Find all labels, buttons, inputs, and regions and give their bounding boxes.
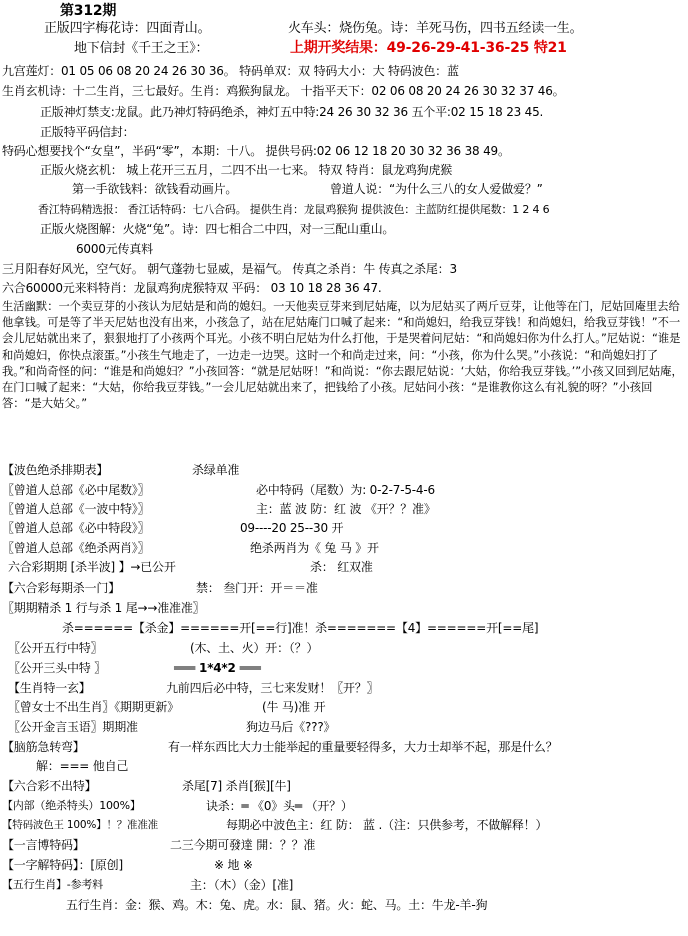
must-tail-label: 〖曾道人总部《必中尾数》〗 [2,483,150,497]
kill-gold-line: 杀======【杀金】======开[==行]准！杀=======【4】======开[==尾] [62,621,539,635]
three-head-label: 〖公开三头中特 〗 [8,661,107,675]
train-head-line: 火车头：烧伤兔。诗：羊死马伤，四书五经读一生。 [288,21,583,36]
underground-envelope-line: 地下信封《千王之王》： [74,41,209,56]
kill-two-label: 〖曾道人总部《绝杀两肖》〗 [2,541,150,555]
precise-kill-line: 〖期期精杀 1 行与杀 1 尾→→准准准〗 [2,601,205,615]
brain-teaser-question: 有一样东西比大力士能举起的重量要轻得多，大力士却举不起，那是什么？ [168,740,558,754]
last-draw-result: 上期开奖结果：49-26-29-41-36-25 特21 [290,40,567,56]
zeng-said-line: 曾道人说：“为什么三八的女人爱做爱？” [330,182,543,196]
fire-mystery-line: 正版火烧玄机： 城上花开三五月，二四不出一七来。 特双 特肖：鼠龙鸡狗虎猴 [40,163,453,177]
no-special-label: 【六合彩不出特】 [2,779,97,793]
must-segment-label: 〖曾道人总部《必中特段》〗 [2,521,150,535]
lamp-forbidden-line: 正版神灯禁支:龙鼠。此乃神灯特码绝杀，神灯五中特:24 26 30 32 36 五个平:02 15 18 23 45. [40,105,544,119]
one-char-value: ※ 地 ※ [214,858,253,872]
first-hand-line: 第一手欲钱料：欲钱看动画片。 [72,182,238,196]
kill-two-value: 绝杀两肖为《 兔 马 》开 [250,541,379,555]
five-element-value: (木、土、火）开：（？） [190,641,319,655]
special-flat-envelope-title: 正版特平码信封： [40,125,135,139]
kill-one-door-label: 【六合彩每期杀一门】 [2,581,121,595]
one-word-label: 【一言博特码】 [2,838,85,852]
ms-zeng-label: 〖曾女士不出生肖〗《期期更新》 [8,700,180,714]
must-tail-value: 必中特码（尾数）为: 0-2-7-5-4-6 [256,483,435,497]
three-head-value: ═══ 1*4*2 ═══ [174,661,261,675]
kill-half-wave-value: 杀： 红双准 [310,560,373,574]
internal-kill-value: 诀杀：═ 《0》头═ （开？） [206,799,353,813]
nine-palace-line: 九宫莲灯：01 05 06 08 20 24 26 30 36。 特码单双：双 特码大小：大 特码波色：蓝 [2,64,459,78]
one-char-label: 【一字解特码】：[原创] [2,858,123,872]
fax-title: 6000元传真料 [76,242,153,256]
zodiac-mystery-value: 九前四后必中特，三七来发财！〖开？〗 [166,681,379,695]
wave-king-value: 每期必中波色主：红 防： 蓝 .（注：只供参考，不做解释！） [226,818,548,832]
wave-kill-value: 杀绿单准 [192,463,240,477]
must-segment-value: 09----20 25--30 开 [240,521,344,535]
golden-words-label: 〖公开金言玉语〗期期准 [8,720,138,734]
wave-king-label: 【特码波色王 100%】！？准准准 [2,819,158,831]
kill-half-wave-label: 六合彩期期 [杀半波] 】→已公开 [8,560,176,574]
hongkong-report-line: 香江特码精选报： 香江话特码：七八合码。 提供生肖：龙鼠鸡猴狗 提供波色：主蓝防红提供尾数：1 2 4 6 [38,203,550,216]
wave-kill-table: 【波色绝杀排期表】 [2,463,109,477]
issue-title: 第312期 [60,3,117,19]
special-code-line: 特码心想要找个“女皇”，半码“零”，本期：十八。 提供号码:02 06 12 18 20 30 32 36 38 49。 [2,144,510,158]
five-element-zodiac-value: 主：（木）（金）[准] [190,878,294,892]
plum-poem-line: 正版四字梅花诗：四面青山。 [44,21,211,36]
internal-kill-label: 【内部（绝杀特头）100%】 [2,799,141,812]
one-wave-value: 主：蓝 波 防：红 波 《开？？准》 [256,502,436,516]
spring-poem-line: 三月阳春好风光，空气好。 朝气蓬勃七显威，是福气。 传真之杀肖：牛 传真之杀尾：3 [2,262,457,276]
fire-diagram-line: 正版火烧图解：火烧“兔”。诗：四七相合二中四，对一三配山重山。 [40,222,395,236]
brain-teaser-label: 【脑筋急转弯】 [2,740,85,754]
brain-teaser-answer: 解：=== 他自己 [36,759,129,773]
ms-zeng-value: (牛 马)准 开 [262,700,326,714]
zodiac-mystery-label: 【生肖特一玄】 [8,681,91,695]
kill-one-door-value: 禁： 叁门开：开＝＝准 [196,581,318,595]
five-element-label: 〖公开五行中特〗 [8,641,103,655]
one-wave-label: 〖曾道人总部《一波中特》〗 [2,502,150,516]
one-word-value: 二三今期可發達 開：？？准 [170,838,316,852]
humor-story: 生活幽默：一个卖豆芽的小孩认为尼姑是和尚的媳妇。一天他卖豆芽来到尼姑庵，以为尼姑买了两斤豆芽，让他等在门，尼姑回庵里去给他拿钱。可是等了半天尼姑也没有出来，小孩急了，站在尼姑庵门口喊了起来：“和尚媳妇，给我豆芽钱！和尚媳妇，给我豆芽钱！”不一会儿尼姑就出来了，狠狠地打了小孩两个耳光。小孩不明白尼姑为什么打他，于是哭着问尼姑：“和尚媳妇你为什么打人。”尼姑说：“谁是和尚媳妇，你快点滚蛋。”小孩生气地走了，一边走一边哭。这时一个和尚走过来，问：“小孩，你为什么哭。”小孩说：“和尚媳妇打了我。”和尚奇怪的问：“谁是和尚媳妇？”小孩回答：“就是尼姑呀！”和尚说：“你去跟尼姑说：‘大姑，你给我豆芽钱。’”小孩又回到尼姑庵，在门口喊了起来：“大姑，你给我豆芽钱。”一会儿尼姑就出来了，把钱给了小孩。尼姑问小孩：“是谁教你这么有礼貌的呀？”小孩回答：“是大姑父。” [2,300,683,411]
five-element-mapping: 五行生肖：金：猴、鸡。木：兔、虎。水：鼠、猪。火：蛇、马。土：牛龙-羊-狗 [66,898,488,912]
five-element-zodiac-label: 【五行生肖】-参考料 [2,878,103,891]
sixty-thousand-line: 六合60000元来料特肖：龙鼠鸡狗虎猴特双 平码： 03 10 18 28 36 47. [2,281,382,295]
golden-words-value: 狗边马后《???》 [246,720,336,734]
zodiac-riddle-line: 生肖玄机诗：十二生肖，三七最好。生肖：鸡猴狗鼠龙。 十指平天下：02 06 08 20 24 26 30 32 37 46。 [2,84,565,98]
no-special-value: 杀尾[7] 杀肖[猴][牛] [182,779,291,793]
